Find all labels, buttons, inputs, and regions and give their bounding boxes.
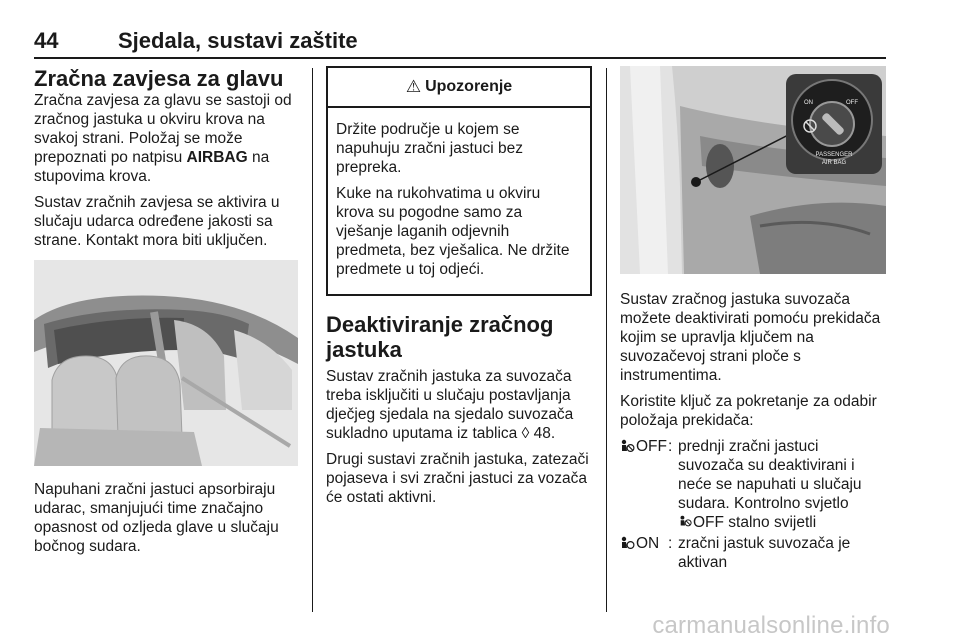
warning-para-2: Kuke na rukohvatima u okviru krova su pogodne samo za vješanje laganih odjevnih predmeta, bez vješalica. Ne držite predmete u toj odjeći. — [336, 185, 570, 278]
off-separator: : — [668, 438, 673, 455]
on-separator: : — [668, 535, 673, 552]
warning-title: Upozorenje — [425, 78, 513, 95]
deactivation-heading: Deaktiviranje zračnog jastuka — [326, 312, 554, 362]
deactivation-para-1: Sustav zračnih jastuka za suvozača treba isključiti u slučaju postavljanja dječjeg sjedala na sjedalo suvozača sukladno uputama iz tablica ◊ 48. — [326, 368, 574, 442]
page-header — [34, 28, 886, 56]
header-rule — [34, 57, 886, 59]
switch-label-line1: PASSENGER — [815, 152, 853, 158]
curtain-airbag-para-1: Zračna zavjesa za glavu se sastoji od zračnog jastuka u okviru krova na svakoj strani. Položaj se može prepoznati po natpisu AIRBAG na stupovima krova. — [34, 92, 292, 185]
airbag-switch-illustration — [620, 66, 886, 274]
dashboard-switch-illustration — [620, 66, 886, 274]
switch-off-label: OFF — [846, 100, 858, 106]
column-divider-2 — [606, 68, 607, 612]
curtain-airbag-para-2: Sustav zračnih zavjesa se aktivira u slučaju udarca određene jakosti sa strane. Kontakt mora biti uključen. — [34, 194, 280, 249]
on-term: ON — [620, 534, 668, 574]
warning-para-1: Držite područje u kojem se napuhuju zračni jastuci bez prepreka. — [336, 121, 523, 176]
warning-body — [328, 108, 590, 294]
page-reference-icon: ◊ — [521, 425, 530, 442]
switch-on-label: ON — [804, 100, 813, 106]
column-middle — [326, 66, 592, 514]
warning-box — [326, 66, 592, 296]
off-description: prednji zračni jastuci suvozača su deaktivirani i neće se napuhati u slučaju sudara. Kontrolno svjetlo OFF stalno svijetli — [678, 438, 862, 531]
switch-positions-list — [620, 437, 886, 574]
watermark: carmanualsonline.info — [652, 612, 890, 639]
switch-para-2: Koristite ključ za pokretanje za odabir položaja prekidača: — [620, 393, 877, 429]
page-number: 44 — [34, 28, 59, 53]
airbag-on-icon — [620, 536, 635, 552]
off-term: OFF — [620, 437, 668, 534]
section-title: Sjedala, sustavi zaštite — [118, 28, 358, 53]
airbag-label: AIRBAG — [186, 149, 248, 166]
curtain-airbag-para-3: Napuhani zračni jastuci apsorbiraju udarac, smanjujući time značajno opasnost od ozljeda glave u slučaju bočnog sudara. — [34, 481, 279, 555]
deactivation-para-2: Drugi sustavi zračnih jastuka, zatezači pojaseva i svi zračni jastuci za vozača će ostati aktivni. — [326, 451, 589, 506]
airbag-off-icon — [620, 439, 635, 455]
curtain-airbag-illustration — [34, 260, 298, 466]
airbag-off-indicator-icon — [678, 515, 693, 529]
column-divider-1 — [312, 68, 313, 612]
column-right — [620, 66, 886, 574]
switch-para-1: Sustav zračnog jastuka suvozača možete deaktivirati pomoću prekidača kojim se upravlja ključem na suvozačevoj strani ploče s instrumentima. — [620, 291, 881, 384]
warning-triangle-icon: ⚠ — [405, 77, 422, 96]
warning-header — [328, 68, 590, 108]
car-interior-illustration — [34, 260, 298, 466]
column-left — [34, 66, 298, 563]
on-description: zračni jastuk suvozača je aktivan — [678, 535, 851, 571]
switch-label-line2: AIR BAG — [821, 160, 847, 166]
curtain-airbag-heading: Zračna zavjesa za glavu — [34, 66, 284, 91]
